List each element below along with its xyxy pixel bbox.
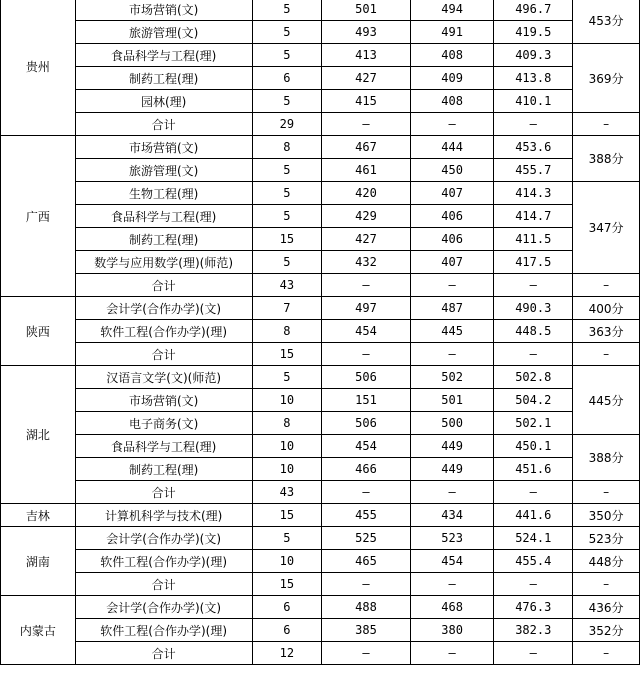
- plan-count-cell: 5: [252, 527, 322, 550]
- plan-count-cell: 5: [252, 90, 322, 113]
- avg-score-cell: 502.1: [494, 412, 573, 435]
- max-score-cell: –: [322, 481, 411, 504]
- province-cell: 湖北: [1, 366, 76, 504]
- major-cell: 园林(理): [75, 90, 252, 113]
- max-score-cell: 461: [322, 159, 411, 182]
- table-row: [1, 228, 640, 251]
- avg-score-cell: –: [494, 642, 573, 665]
- table-row: [1, 320, 640, 343]
- table-row: [1, 21, 640, 44]
- min-score-cell: 407: [410, 182, 494, 205]
- avg-score-cell: 409.3: [494, 44, 573, 67]
- control-line-cell: 388分: [573, 136, 640, 182]
- max-score-cell: –: [322, 573, 411, 596]
- major-cell: 市场营销(文): [75, 136, 252, 159]
- avg-score-cell: –: [494, 573, 573, 596]
- control-line-cell: 369分: [573, 44, 640, 113]
- major-cell: 食品科学与工程(理): [75, 44, 252, 67]
- control-line-cell: 350分: [573, 504, 640, 527]
- avg-score-cell: 502.8: [494, 366, 573, 389]
- major-cell: 合计: [75, 573, 252, 596]
- avg-score-cell: 414.7: [494, 205, 573, 228]
- min-score-cell: 487: [410, 297, 494, 320]
- table-row: [1, 44, 640, 67]
- control-line-cell: 445分: [573, 366, 640, 435]
- plan-count-cell: 5: [252, 21, 322, 44]
- avg-score-cell: 453.6: [494, 136, 573, 159]
- plan-count-cell: 5: [252, 182, 322, 205]
- max-score-cell: 467: [322, 136, 411, 159]
- min-score-cell: 502: [410, 366, 494, 389]
- major-cell: 食品科学与工程(理): [75, 435, 252, 458]
- plan-count-cell: 8: [252, 320, 322, 343]
- min-score-cell: –: [410, 481, 494, 504]
- major-cell: 合计: [75, 113, 252, 136]
- major-cell: 市场营销(文): [75, 0, 252, 21]
- min-score-cell: 407: [410, 251, 494, 274]
- table-row: [1, 136, 640, 159]
- max-score-cell: 506: [322, 412, 411, 435]
- table-row: [1, 550, 640, 573]
- table-row: [1, 389, 640, 412]
- major-cell: 市场营销(文): [75, 389, 252, 412]
- max-score-cell: 427: [322, 67, 411, 90]
- plan-count-cell: 15: [252, 504, 322, 527]
- province-cell: 吉林: [1, 504, 76, 527]
- avg-score-cell: 410.1: [494, 90, 573, 113]
- avg-score-cell: 455.4: [494, 550, 573, 573]
- max-score-cell: –: [322, 113, 411, 136]
- avg-score-cell: 490.3: [494, 297, 573, 320]
- table-body: [1, 0, 640, 665]
- avg-score-cell: 417.5: [494, 251, 573, 274]
- control-line-cell: 400分: [573, 297, 640, 320]
- table-row: [1, 596, 640, 619]
- max-score-cell: 466: [322, 458, 411, 481]
- avg-score-cell: 524.1: [494, 527, 573, 550]
- table-row: [1, 205, 640, 228]
- plan-count-cell: 6: [252, 67, 322, 90]
- avg-score-cell: –: [494, 274, 573, 297]
- major-cell: 电子商务(文): [75, 412, 252, 435]
- control-line-cell: 352分: [573, 619, 640, 642]
- min-score-cell: 408: [410, 90, 494, 113]
- control-line-cell: –: [573, 113, 640, 136]
- control-line-cell: –: [573, 274, 640, 297]
- min-score-cell: 434: [410, 504, 494, 527]
- control-line-cell: 436分: [573, 596, 640, 619]
- major-cell: 合计: [75, 343, 252, 366]
- max-score-cell: –: [322, 274, 411, 297]
- plan-count-cell: 5: [252, 205, 322, 228]
- max-score-cell: –: [322, 642, 411, 665]
- min-score-cell: 523: [410, 527, 494, 550]
- plan-count-cell: 7: [252, 297, 322, 320]
- province-cell: 贵州: [1, 0, 76, 136]
- plan-count-cell: 5: [252, 251, 322, 274]
- min-score-cell: 491: [410, 21, 494, 44]
- plan-count-cell: 43: [252, 481, 322, 504]
- avg-score-cell: –: [494, 481, 573, 504]
- table-row: [1, 274, 640, 297]
- control-line-cell: 448分: [573, 550, 640, 573]
- min-score-cell: 444: [410, 136, 494, 159]
- table-row: [1, 297, 640, 320]
- avg-score-cell: 414.3: [494, 182, 573, 205]
- table-row: [1, 435, 640, 458]
- min-score-cell: –: [410, 573, 494, 596]
- max-score-cell: 413: [322, 44, 411, 67]
- plan-count-cell: 29: [252, 113, 322, 136]
- table-row: [1, 642, 640, 665]
- avg-score-cell: 448.5: [494, 320, 573, 343]
- plan-count-cell: 10: [252, 435, 322, 458]
- plan-count-cell: 12: [252, 642, 322, 665]
- table-row: [1, 458, 640, 481]
- max-score-cell: –: [322, 343, 411, 366]
- avg-score-cell: 413.8: [494, 67, 573, 90]
- avg-score-cell: –: [494, 343, 573, 366]
- major-cell: 软件工程(合作办学)(理): [75, 550, 252, 573]
- min-score-cell: 449: [410, 435, 494, 458]
- table-row: [1, 527, 640, 550]
- min-score-cell: 501: [410, 389, 494, 412]
- min-score-cell: 449: [410, 458, 494, 481]
- major-cell: 旅游管理(文): [75, 21, 252, 44]
- plan-count-cell: 15: [252, 228, 322, 251]
- min-score-cell: 454: [410, 550, 494, 573]
- max-score-cell: 432: [322, 251, 411, 274]
- table-row: [1, 182, 640, 205]
- major-cell: 旅游管理(文): [75, 159, 252, 182]
- max-score-cell: 385: [322, 619, 411, 642]
- control-line-cell: 453分: [573, 0, 640, 44]
- min-score-cell: –: [410, 343, 494, 366]
- plan-count-cell: 43: [252, 274, 322, 297]
- max-score-cell: 420: [322, 182, 411, 205]
- major-cell: 软件工程(合作办学)(理): [75, 619, 252, 642]
- plan-count-cell: 5: [252, 159, 322, 182]
- avg-score-cell: 451.6: [494, 458, 573, 481]
- control-line-cell: 363分: [573, 320, 640, 343]
- control-line-cell: –: [573, 481, 640, 504]
- min-score-cell: 380: [410, 619, 494, 642]
- max-score-cell: 151: [322, 389, 411, 412]
- min-score-cell: 408: [410, 44, 494, 67]
- plan-count-cell: 15: [252, 343, 322, 366]
- table-row: [1, 366, 640, 389]
- min-score-cell: 494: [410, 0, 494, 21]
- table-row: [1, 113, 640, 136]
- max-score-cell: 501: [322, 0, 411, 21]
- major-cell: 食品科学与工程(理): [75, 205, 252, 228]
- max-score-cell: 429: [322, 205, 411, 228]
- control-line-cell: 347分: [573, 182, 640, 274]
- min-score-cell: 468: [410, 596, 494, 619]
- major-cell: 合计: [75, 481, 252, 504]
- max-score-cell: 497: [322, 297, 411, 320]
- table-row: [1, 67, 640, 90]
- min-score-cell: 406: [410, 228, 494, 251]
- major-cell: 会计学(合作办学)(文): [75, 297, 252, 320]
- plan-count-cell: 5: [252, 366, 322, 389]
- table-row: [1, 343, 640, 366]
- plan-count-cell: 10: [252, 389, 322, 412]
- avg-score-cell: –: [494, 113, 573, 136]
- avg-score-cell: 382.3: [494, 619, 573, 642]
- max-score-cell: 465: [322, 550, 411, 573]
- avg-score-cell: 476.3: [494, 596, 573, 619]
- table-row: [1, 159, 640, 182]
- major-cell: 会计学(合作办学)(文): [75, 596, 252, 619]
- major-cell: 制药工程(理): [75, 67, 252, 90]
- plan-count-cell: 6: [252, 619, 322, 642]
- table-row: [1, 481, 640, 504]
- avg-score-cell: 504.2: [494, 389, 573, 412]
- avg-score-cell: 419.5: [494, 21, 573, 44]
- major-cell: 制药工程(理): [75, 458, 252, 481]
- avg-score-cell: 450.1: [494, 435, 573, 458]
- max-score-cell: 506: [322, 366, 411, 389]
- plan-count-cell: 8: [252, 136, 322, 159]
- control-line-cell: 523分: [573, 527, 640, 550]
- min-score-cell: 500: [410, 412, 494, 435]
- control-line-cell: –: [573, 573, 640, 596]
- major-cell: 制药工程(理): [75, 228, 252, 251]
- table-row: [1, 619, 640, 642]
- min-score-cell: 406: [410, 205, 494, 228]
- major-cell: 计算机科学与技术(理): [75, 504, 252, 527]
- plan-count-cell: 8: [252, 412, 322, 435]
- avg-score-cell: 496.7: [494, 0, 573, 21]
- control-line-cell: –: [573, 343, 640, 366]
- table-row: [1, 412, 640, 435]
- max-score-cell: 455: [322, 504, 411, 527]
- control-line-cell: 388分: [573, 435, 640, 481]
- major-cell: 合计: [75, 642, 252, 665]
- plan-count-cell: 10: [252, 458, 322, 481]
- major-cell: 生物工程(理): [75, 182, 252, 205]
- major-cell: 数学与应用数学(理)(师范): [75, 251, 252, 274]
- min-score-cell: –: [410, 113, 494, 136]
- plan-count-cell: 10: [252, 550, 322, 573]
- plan-count-cell: 5: [252, 44, 322, 67]
- control-line-cell: –: [573, 642, 640, 665]
- province-cell: 湖南: [1, 527, 76, 596]
- avg-score-cell: 455.7: [494, 159, 573, 182]
- table-row: [1, 0, 640, 21]
- max-score-cell: 493: [322, 21, 411, 44]
- major-cell: 会计学(合作办学)(文): [75, 527, 252, 550]
- province-cell: 广西: [1, 136, 76, 297]
- min-score-cell: –: [410, 274, 494, 297]
- province-cell: 陕西: [1, 297, 76, 366]
- max-score-cell: 415: [322, 90, 411, 113]
- province-cell: 内蒙古: [1, 596, 76, 665]
- max-score-cell: 488: [322, 596, 411, 619]
- max-score-cell: 427: [322, 228, 411, 251]
- avg-score-cell: 411.5: [494, 228, 573, 251]
- min-score-cell: 445: [410, 320, 494, 343]
- table-row: [1, 90, 640, 113]
- plan-count-cell: 6: [252, 596, 322, 619]
- major-cell: 合计: [75, 274, 252, 297]
- table-row: [1, 251, 640, 274]
- min-score-cell: 450: [410, 159, 494, 182]
- major-cell: 汉语言文学(文)(师范): [75, 366, 252, 389]
- table-row: [1, 573, 640, 596]
- max-score-cell: 454: [322, 320, 411, 343]
- table-row: [1, 504, 640, 527]
- max-score-cell: 525: [322, 527, 411, 550]
- plan-count-cell: 15: [252, 573, 322, 596]
- min-score-cell: 409: [410, 67, 494, 90]
- max-score-cell: 454: [322, 435, 411, 458]
- plan-count-cell: 5: [252, 0, 322, 21]
- min-score-cell: –: [410, 642, 494, 665]
- major-cell: 软件工程(合作办学)(理): [75, 320, 252, 343]
- avg-score-cell: 441.6: [494, 504, 573, 527]
